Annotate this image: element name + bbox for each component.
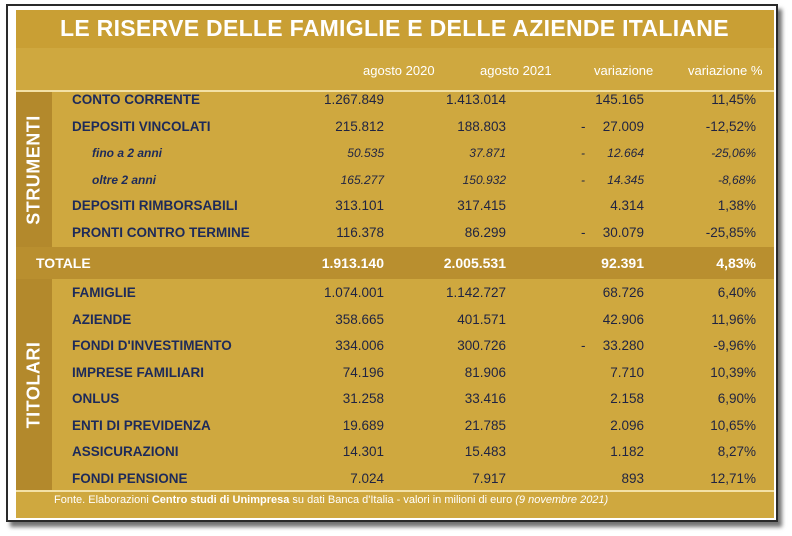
total-row — [16, 247, 774, 279]
minus-sign: - — [581, 118, 586, 134]
table-row — [16, 466, 774, 492]
total-2021: 2.005.531 — [443, 255, 506, 271]
value-variazione-pct: -25,85% — [705, 224, 756, 240]
value-agosto-2020: 116.378 — [336, 224, 384, 240]
row-label: AZIENDE — [72, 311, 132, 327]
col-header-2021: agosto 2021 — [480, 63, 552, 78]
value-variazione: 893 — [621, 470, 644, 486]
table-title — [16, 10, 774, 48]
value-agosto-2020: 19.689 — [342, 417, 384, 433]
row-label: DEPOSITI VINCOLATI — [72, 118, 211, 134]
side-label-titolari-text: TITOLARI — [23, 341, 44, 428]
value-agosto-2021: 150.932 — [462, 172, 506, 187]
col-header-2020: agosto 2020 — [363, 63, 435, 78]
value-variazione: 14.345 — [607, 172, 644, 187]
total-label: TOTALE — [36, 255, 91, 271]
total-variazione: 92.391 — [601, 255, 644, 271]
row-label: ONLUS — [72, 391, 120, 406]
table-row — [16, 193, 774, 219]
value-variazione-pct: -12,52% — [705, 118, 756, 134]
col-header-variazione-pct: variazione % — [688, 63, 763, 78]
value-variazione-pct: 8,27% — [717, 444, 756, 459]
value-variazione-pct: 6,90% — [717, 391, 756, 406]
row-label: FONDI D'INVESTIMENTO — [72, 338, 232, 353]
minus-sign: - — [581, 338, 586, 353]
value-agosto-2021: 86.299 — [464, 224, 506, 240]
value-variazione: 2.158 — [610, 391, 644, 406]
value-agosto-2020: 14.301 — [342, 444, 384, 459]
minus-sign: - — [581, 224, 586, 240]
column-header-row — [16, 50, 774, 90]
value-agosto-2021: 401.571 — [457, 311, 506, 327]
value-agosto-2020: 7.024 — [350, 470, 384, 486]
row-label: FAMIGLIE — [72, 285, 136, 300]
value-agosto-2020: 74.196 — [342, 364, 384, 380]
value-variazione-pct: 11,45% — [711, 92, 756, 107]
row-label: CONTO CORRENTE — [72, 92, 201, 107]
title-text: LE RISERVE DELLE FAMIGLIE E DELLE AZIENDE ITALIANE — [60, 15, 729, 41]
value-variazione-pct: -8,68% — [717, 172, 756, 187]
value-agosto-2020: 50.535 — [347, 146, 384, 160]
table-row — [16, 360, 774, 386]
row-label: PRONTI CONTRO TERMINE — [72, 224, 250, 240]
total-variazione-pct: 4,83% — [716, 255, 756, 271]
table-row — [16, 333, 774, 359]
value-agosto-2021: 37.871 — [469, 146, 506, 160]
value-agosto-2021: 1.413.014 — [445, 92, 506, 107]
value-variazione: 42.906 — [602, 311, 644, 327]
source-date: (9 novembre 2021) — [515, 494, 609, 506]
value-variazione: 27.009 — [602, 118, 644, 134]
table-row — [16, 439, 774, 465]
value-variazione-pct: -9,96% — [713, 338, 756, 353]
value-agosto-2021: 188.803 — [457, 118, 506, 134]
value-variazione: 12.664 — [607, 146, 644, 160]
value-agosto-2021: 300.726 — [457, 338, 506, 353]
value-variazione: 33.280 — [602, 338, 644, 353]
table-row — [16, 307, 774, 333]
table-row — [16, 140, 774, 166]
value-variazione: 1.182 — [610, 444, 644, 459]
value-variazione-pct: 1,38% — [717, 198, 756, 213]
value-variazione: 30.079 — [602, 224, 644, 240]
value-variazione: 145.165 — [595, 92, 644, 107]
row-label: ENTI DI PREVIDENZA — [72, 417, 211, 433]
table-row — [16, 114, 774, 140]
value-variazione-pct: 10,65% — [710, 417, 756, 433]
table-row — [16, 413, 774, 439]
minus-sign: - — [581, 172, 585, 187]
row-label: IMPRESE FAMILIARI — [72, 364, 205, 380]
value-variazione: 2.096 — [610, 417, 644, 433]
value-agosto-2021: 317.415 — [457, 198, 506, 213]
source-bold: Centro studi di Unimpresa — [151, 494, 290, 506]
table-row — [16, 386, 774, 412]
value-agosto-2020: 358.665 — [335, 311, 384, 327]
value-agosto-2020: 31.258 — [342, 391, 384, 406]
value-agosto-2020: 313.101 — [335, 198, 384, 213]
row-label: oltre 2 anni — [92, 172, 157, 187]
source-note — [54, 494, 608, 506]
value-variazione-pct: 6,40% — [717, 285, 756, 300]
value-agosto-2020: 1.074.001 — [323, 285, 384, 300]
table-row — [16, 220, 774, 246]
col-header-variazione: variazione — [594, 63, 654, 78]
source-middle: su dati Banca d'Italia - valori in milioni di euro — [289, 494, 516, 506]
table-row — [16, 87, 774, 113]
row-label: DEPOSITI RIMBORSABILI — [72, 198, 238, 213]
value-agosto-2020: 165.277 — [340, 172, 384, 187]
value-variazione: 68.726 — [602, 285, 644, 300]
value-agosto-2021: 1.142.727 — [445, 285, 506, 300]
side-label-strumenti-text: STRUMENTI — [23, 114, 44, 225]
value-variazione: 4.314 — [610, 198, 644, 213]
minus-sign: - — [581, 146, 585, 160]
value-agosto-2021: 33.416 — [464, 391, 506, 406]
row-label: fino a 2 anni — [92, 146, 163, 160]
value-agosto-2021: 7.917 — [472, 470, 506, 486]
value-agosto-2021: 21.785 — [464, 417, 506, 433]
value-agosto-2020: 215.812 — [335, 118, 384, 134]
source-prefix: Fonte. Elaborazioni — [54, 494, 152, 506]
value-agosto-2020: 1.267.849 — [323, 92, 384, 107]
value-variazione-pct: 11,96% — [711, 311, 756, 327]
value-agosto-2020: 334.006 — [335, 338, 384, 353]
row-label: FONDI PENSIONE — [72, 470, 188, 486]
value-agosto-2021: 15.483 — [464, 444, 506, 459]
table-row — [16, 167, 774, 193]
value-variazione-pct: 12,71% — [710, 470, 756, 486]
value-variazione-pct: 10,39% — [710, 364, 756, 380]
value-variazione: 7.710 — [610, 364, 644, 380]
table-row — [16, 280, 774, 306]
table-card — [16, 10, 774, 518]
footer-rule — [16, 490, 774, 492]
value-agosto-2021: 81.906 — [464, 364, 506, 380]
value-variazione-pct: -25,06% — [711, 146, 756, 160]
row-label: ASSICURAZIONI — [72, 444, 179, 459]
total-2020: 1.913.140 — [321, 255, 384, 271]
